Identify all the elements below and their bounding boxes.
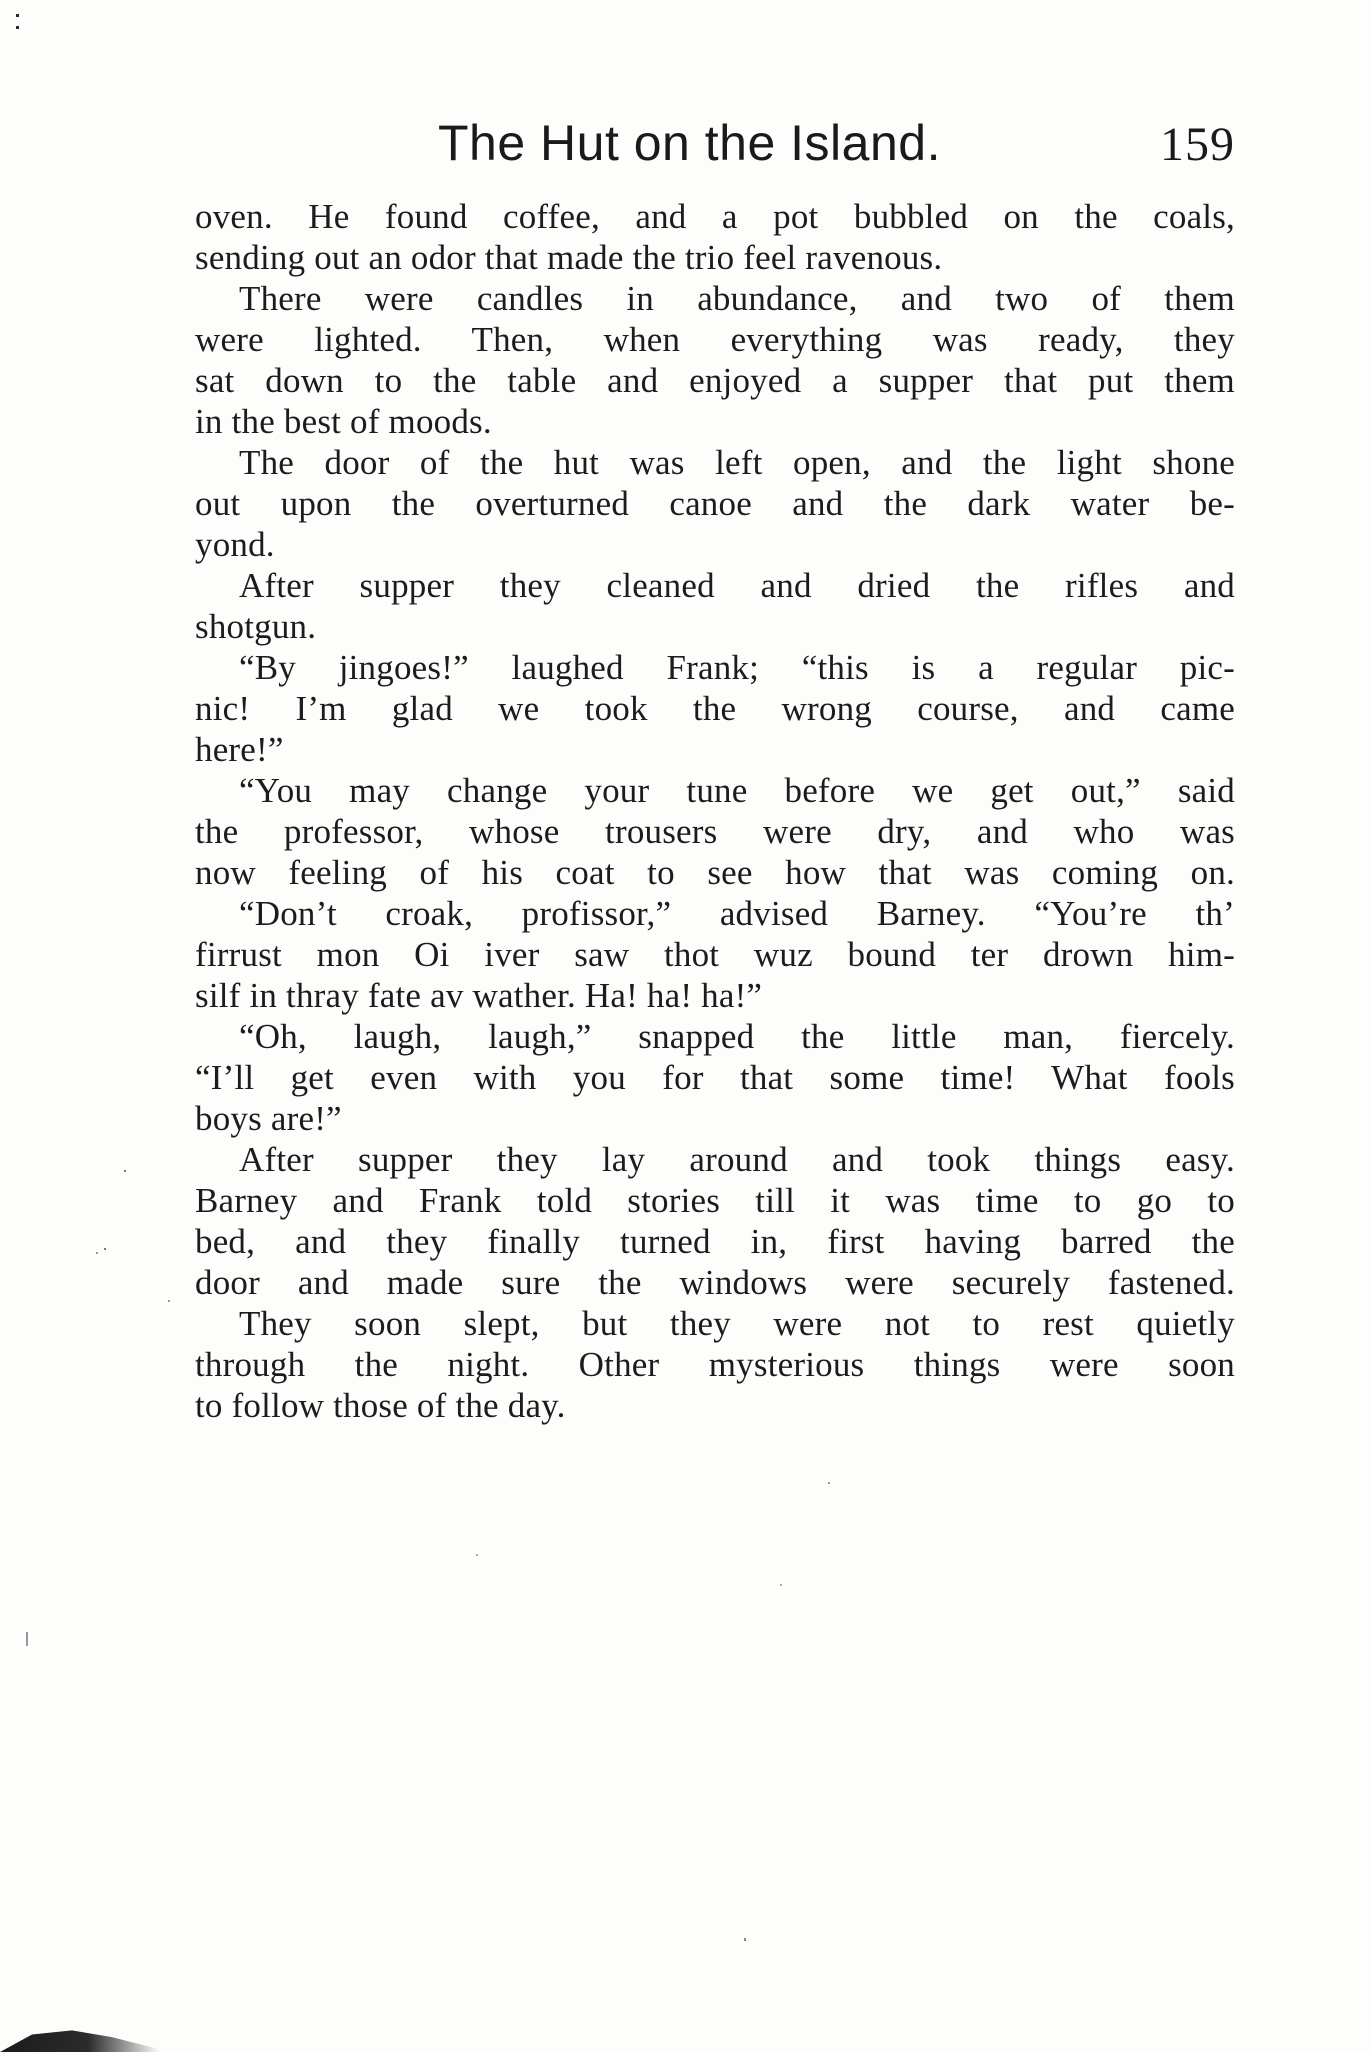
scan-speck bbox=[16, 14, 19, 17]
scan-speck bbox=[124, 1170, 126, 1172]
scan-speck bbox=[168, 1300, 170, 1302]
text-line: Barney and Frank told stories till it was time to go to bbox=[195, 1181, 1235, 1220]
text-line: There were candles in abundance, and two of them bbox=[239, 279, 1235, 318]
text-line: firrust mon Oi iver saw thot wuz bound ter drown him- bbox=[195, 935, 1235, 974]
text-line: to follow those of the day. bbox=[195, 1386, 566, 1425]
running-title: The Hut on the Island. bbox=[438, 115, 941, 171]
text-line: The door of the hut was left open, and the light shone bbox=[239, 443, 1235, 482]
text-line: yond. bbox=[195, 525, 275, 564]
scan-speck bbox=[780, 1584, 782, 1586]
scan-speck bbox=[26, 1632, 28, 1646]
text-line: door and made sure the windows were securely fastened. bbox=[195, 1263, 1235, 1302]
text-line: shotgun. bbox=[195, 607, 317, 646]
scan-speck bbox=[16, 26, 19, 29]
text-line: After supper they cleaned and dried the rifles and bbox=[239, 566, 1235, 605]
text-line: After supper they lay around and took things easy. bbox=[239, 1140, 1235, 1179]
page-header bbox=[195, 108, 1235, 178]
text-line: sending out an odor that made the trio feel ravenous. bbox=[195, 238, 943, 277]
scan-speck bbox=[104, 1248, 106, 1250]
text-line: nic! I’m glad we took the wrong course, and came bbox=[195, 689, 1235, 728]
text-line: bed, and they finally turned in, first having barred the bbox=[195, 1222, 1235, 1261]
text-line: were lighted. Then, when everything was ready, they bbox=[195, 320, 1235, 359]
text-line: in the best of moods. bbox=[195, 402, 492, 441]
text-line: out upon the overturned canoe and the dark water be- bbox=[195, 484, 1235, 523]
text-line: They soon slept, but they were not to rest quietly bbox=[239, 1304, 1235, 1343]
text-line: “I’ll get even with you for that some time! What fools bbox=[195, 1058, 1235, 1097]
text-line: “Don’t croak, profissor,” advised Barney. “You’re th’ bbox=[239, 894, 1235, 933]
text-line: silf in thray fate av wather. Ha! ha! ha!” bbox=[195, 976, 763, 1015]
body-text bbox=[195, 196, 1235, 1426]
scan-speck bbox=[96, 1252, 98, 1254]
text-line: “You may change your tune before we get out,” said bbox=[239, 771, 1235, 810]
text-line: oven. He found coffee, and a pot bubbled on the coals, bbox=[195, 197, 1235, 236]
page-number: 159 bbox=[1160, 118, 1235, 171]
text-line: now feeling of his coat to see how that was coming on. bbox=[195, 853, 1235, 892]
scan-speck bbox=[744, 1938, 746, 1941]
text-line: here!” bbox=[195, 730, 284, 769]
text-line: through the night. Other mysterious things were soon bbox=[195, 1345, 1235, 1384]
text-line: boys are!” bbox=[195, 1099, 342, 1138]
text-line: the professor, whose trousers were dry, and who was bbox=[195, 812, 1235, 851]
text-line: “By jingoes!” laughed Frank; “this is a regular pic- bbox=[239, 648, 1235, 687]
text-line: sat down to the table and enjoyed a supper that put them bbox=[195, 361, 1235, 400]
scan-speck bbox=[828, 1482, 830, 1484]
scan-speck bbox=[476, 1554, 478, 1556]
page-edge-shadow bbox=[0, 2025, 160, 2052]
text-line: “Oh, laugh, laugh,” snapped the little man, fiercely. bbox=[239, 1017, 1235, 1056]
